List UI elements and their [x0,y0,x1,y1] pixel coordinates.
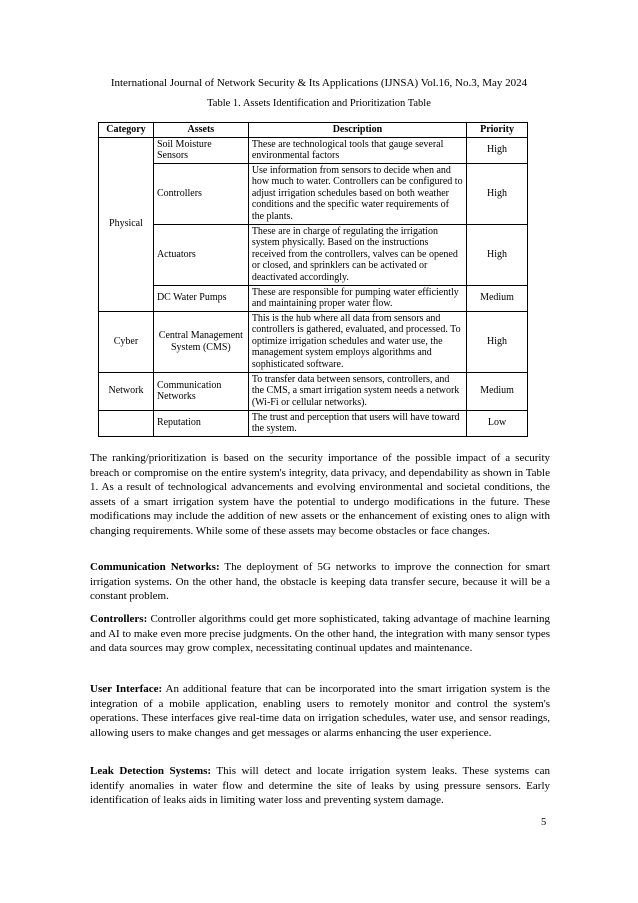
description-cell: Use information from sensors to decide when and how much to water. Controllers can be configured to adjust irrigation schedules based on both weather conditions and the specific water requirements of the plants. [248,163,466,224]
category-cell: Physical [99,137,154,311]
paragraph-body: An additional feature that can be incorporated into the smart irrigation system is the integration of a mobile application, enabling users to remotely monitor and control the system's operations. These interfaces give real-time data on irrigation schedules, water use, and sensor readings, allowing users to make changes and get messages or alarms enhancing the user experience. [90,683,550,739]
priority-cell: High [467,311,528,372]
table-row [99,163,528,224]
leak-detection-paragraph [90,764,550,808]
header-category: Category [99,123,154,138]
category-cell: Cyber [99,311,154,372]
asset-cell: Reputation [153,410,248,436]
table-row [99,285,528,311]
category-cell: Network [99,372,154,410]
table-row [99,224,528,285]
table-row [99,311,528,372]
paragraph-heading: Leak Detection Systems: [90,765,212,777]
header-description: Description [248,123,466,138]
priority-cell: High [467,163,528,224]
empty-category-cell [99,410,154,436]
asset-cell: DC Water Pumps [153,285,248,311]
description-cell: These are technological tools that gauge several environmental factors [248,137,466,163]
assets-table [98,122,528,437]
paragraph-heading: Communication Networks: [90,561,220,573]
asset-cell: Soil Moisture Sensors [153,137,248,163]
table-row [99,372,528,410]
asset-cell: Actuators [153,224,248,285]
asset-cell: Controllers [153,163,248,224]
description-cell: This is the hub where all data from sensors and controllers is gathered, evaluated, and processed. To optimize irrigation schedules and water use, the management system employs algorithms and sophisticated software. [248,311,466,372]
table-caption: Table 1. Assets Identification and Prioritization Table [207,98,431,109]
table-row [99,137,528,163]
table-header-row [99,123,528,138]
journal-header: International Journal of Network Security & Its Applications (IJNSA) Vol.16, No.3, May 2024 [110,77,528,89]
paragraph-body: Controller algorithms could get more sophisticated, taking advantage of machine learning and AI to make even more precise judgments. On the other hand, the integration with many sensor types and data sources may grow complex, necessitating continual updates and maintenance. [90,613,550,654]
priority-cell: Medium [467,285,528,311]
description-cell: These are in charge of regulating the irrigation system physically. Based on the instructions received from the controllers, valves can be opened or closed, and sprinklers can be activated or deactivated accordingly. [248,224,466,285]
paragraph-body: The deployment of 5G networks to improve the connection for smart irrigation systems. On the other hand, the obstacle is keeping data transfer secure, because it will be a constant problem. [90,561,550,602]
header-assets: Assets [153,123,248,138]
description-cell: The trust and perception that users will have toward the system. [248,410,466,436]
priority-cell: Low [467,410,528,436]
description-cell: These are responsible for pumping water efficiently and maintaining proper water flow. [248,285,466,311]
asset-cell: Communication Networks [153,372,248,410]
priority-cell: High [467,137,528,163]
intro-paragraph: The ranking/prioritization is based on the security importance of the possible impact of a security breach or compromise on the entire system's integrity, data privacy, and dependability as shown in Table 1. As a result of technological advancements and evolving environmental and societal conditions, the assets of a smart irrigation system have the potential to undergo modifications in the future. These modifications may include the addition of new assets or the enhancement of existing ones to align with changing requirements. While some of these assets may become obstacles or face changes. [90,452,550,537]
controllers-paragraph [90,612,550,656]
table-row [99,410,528,436]
header-priority: Priority [467,123,528,138]
page-number: 5 [541,817,547,828]
user-interface-paragraph [90,682,550,740]
communication-networks-paragraph [90,560,550,604]
paragraph-heading: User Interface: [90,683,163,695]
priority-cell: High [467,224,528,285]
paragraph-heading: Controllers: [90,613,148,625]
priority-cell: Medium [467,372,528,410]
paragraph-body: This will detect and locate irrigation system leaks. These systems can identify anomalies in water flow and determine the site of leaks by using pressure sensors. Early identification of leaks aids in limiting water loss and preventing system damage. [90,765,550,806]
description-cell: To transfer data between sensors, controllers, and the CMS, a smart irrigation system needs a network (Wi-Fi or cellular networks). [248,372,466,410]
asset-cell: Central Management System (CMS) [153,311,248,372]
